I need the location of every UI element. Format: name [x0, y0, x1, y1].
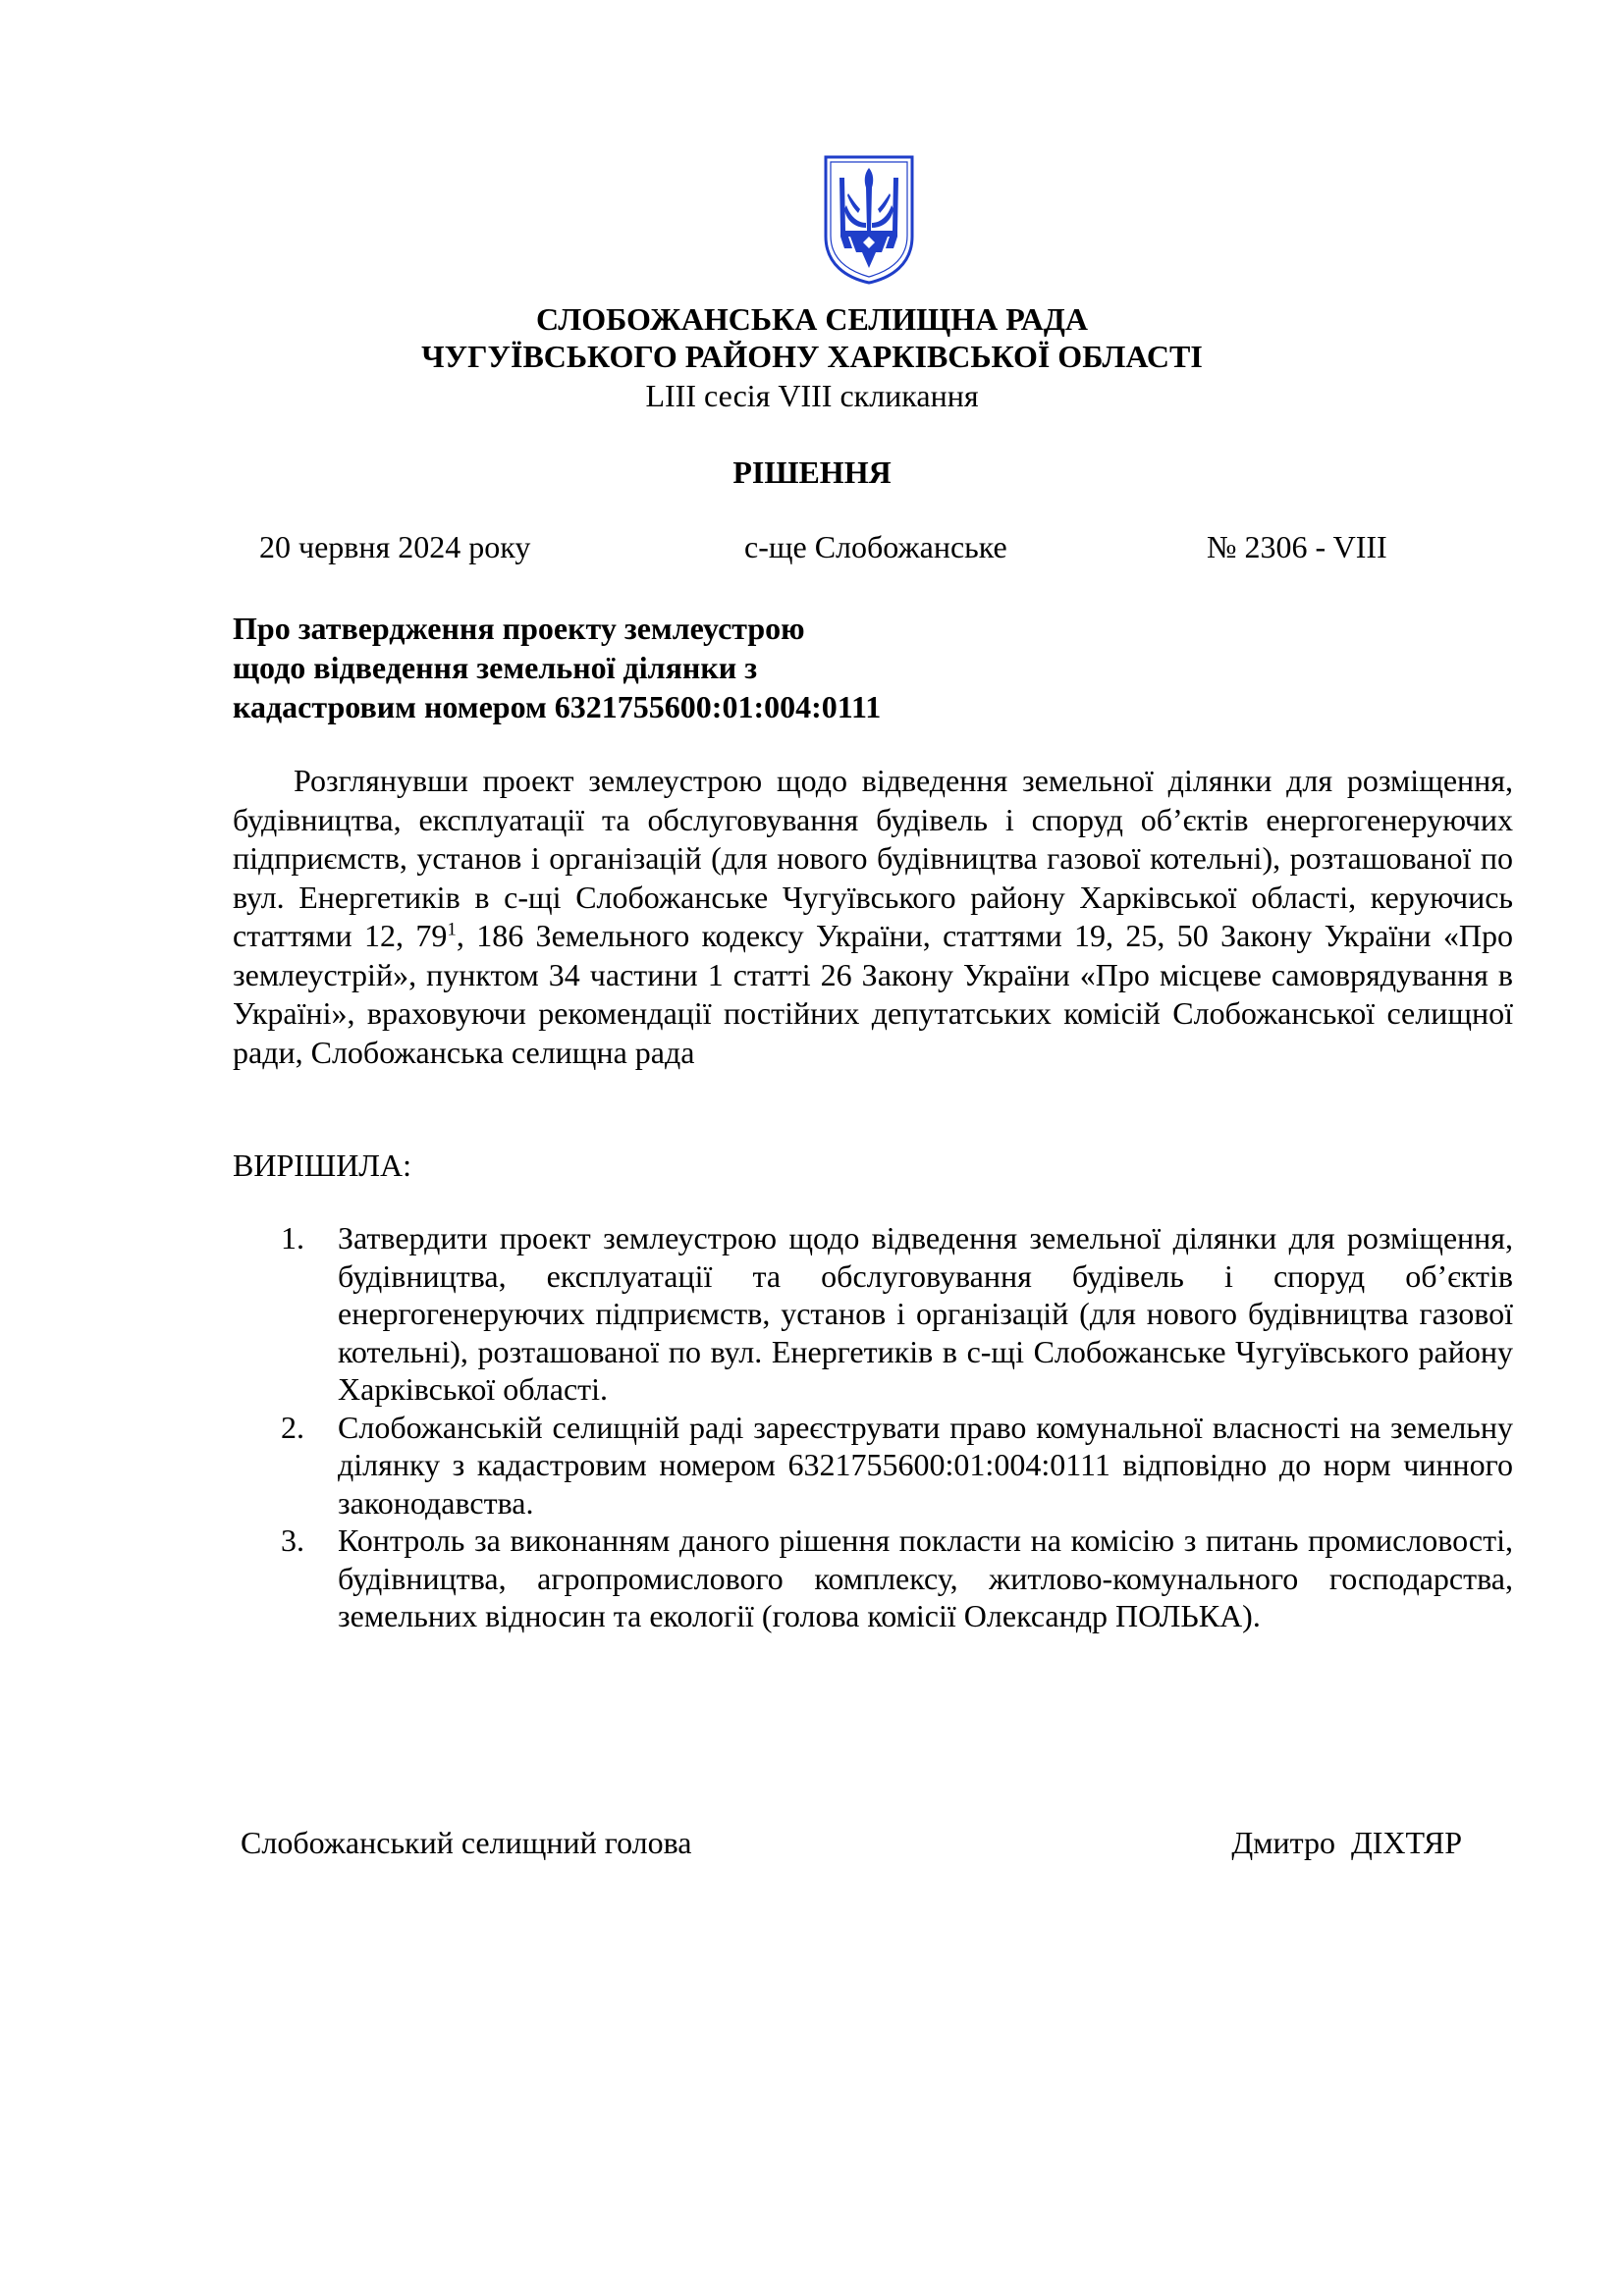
item-text: Слобожанській селищній раді зареєструвати право комунальної власності на земельну ділянку з кадастровим номером 6321755600:01:004:0111 відповідно до норм чинного законодавства.	[338, 1409, 1513, 1521]
decision-item	[233, 1409, 1513, 1522]
decision-place: с-ще Слобожанське	[744, 529, 1007, 564]
preamble-paragraph	[233, 762, 1513, 1072]
signatory-name: Дмитро ДІХТЯР	[1231, 1825, 1462, 1860]
signatory-position: Слобожанський селищний голова	[241, 1825, 692, 1860]
subject-line: Про затвердження проекту землеустрою	[233, 611, 805, 646]
subject-line: кадастровим номером 6321755600:01:004:0111	[233, 689, 882, 724]
council-title-line2: ЧУГУЇВСЬКОГО РАЙОНУ ХАРКІВСЬКОЇ ОБЛАСТІ	[421, 339, 1203, 374]
superscript: 1	[447, 919, 457, 940]
coat-of-arms-icon	[823, 154, 915, 286]
decision-subject	[233, 609, 881, 726]
decision-items	[233, 1219, 1513, 1635]
document-type: РІШЕННЯ	[732, 454, 892, 490]
item-text: Затвердити проект землеустрою щодо відведення земельної ділянки для розміщення, будівництва, експлуатації та обслуговування будівель і споруд об’єктів енергогенеруючих підприємств, установ і організацій (для нового будівництва газової котельні), розташованої по вул. Енергетиків в с-щі Слобожанське Чугуївського району Харківської області.	[338, 1220, 1513, 1407]
decision-date: 20 червня 2024 року	[259, 529, 531, 564]
item-number: 2.	[281, 1409, 304, 1445]
decided-label: ВИРІШИЛА:	[233, 1148, 411, 1183]
item-text: Контроль за виконанням даного рішення покласти на комісію з питань промисловості, будівництва, агропромислового комплексу, житлово-комунального господарства, земельних відносин та екології (голова комісії Олександр ПОЛЬКА).	[338, 1522, 1513, 1633]
decision-item	[233, 1522, 1513, 1635]
decision-number: № 2306 - VIII	[1207, 529, 1387, 564]
item-number: 1.	[281, 1220, 304, 1255]
subject-line: щодо відведення земельної ділянки з	[233, 650, 758, 685]
preamble-text: , 186 Земельного кодексу України, статтями 19, 25, 50 Закону України «Про землеустрій», пунктом 34 частини 1 статті 26 Закону України «Про місцеве самоврядування в Україні», враховуючи рекомендації постійних депутатських комісій Слобожанської селищної ради, Слобожанська селищна рада	[233, 918, 1514, 1070]
item-number: 3.	[281, 1522, 304, 1558]
council-title-line1: СЛОБОЖАНСЬКА СЕЛИЩНА РАДА	[536, 301, 1088, 337]
preamble-text: Розглянувши проект землеустрою щодо відведення земельної ділянки для розміщення, будівництва, експлуатації та обслуговування будівель і споруд об’єктів енергогенеруючих підприємств, установ і організацій (для нового будівництва газової котельні), розташованої по вул. Енергетиків в с-щі Слобожанське Чугуївського району Харківської області, керуючись статтями 12, 79	[233, 763, 1513, 953]
decision-item	[233, 1219, 1513, 1409]
session-line: LIII сесія VIII скликання	[645, 378, 979, 413]
